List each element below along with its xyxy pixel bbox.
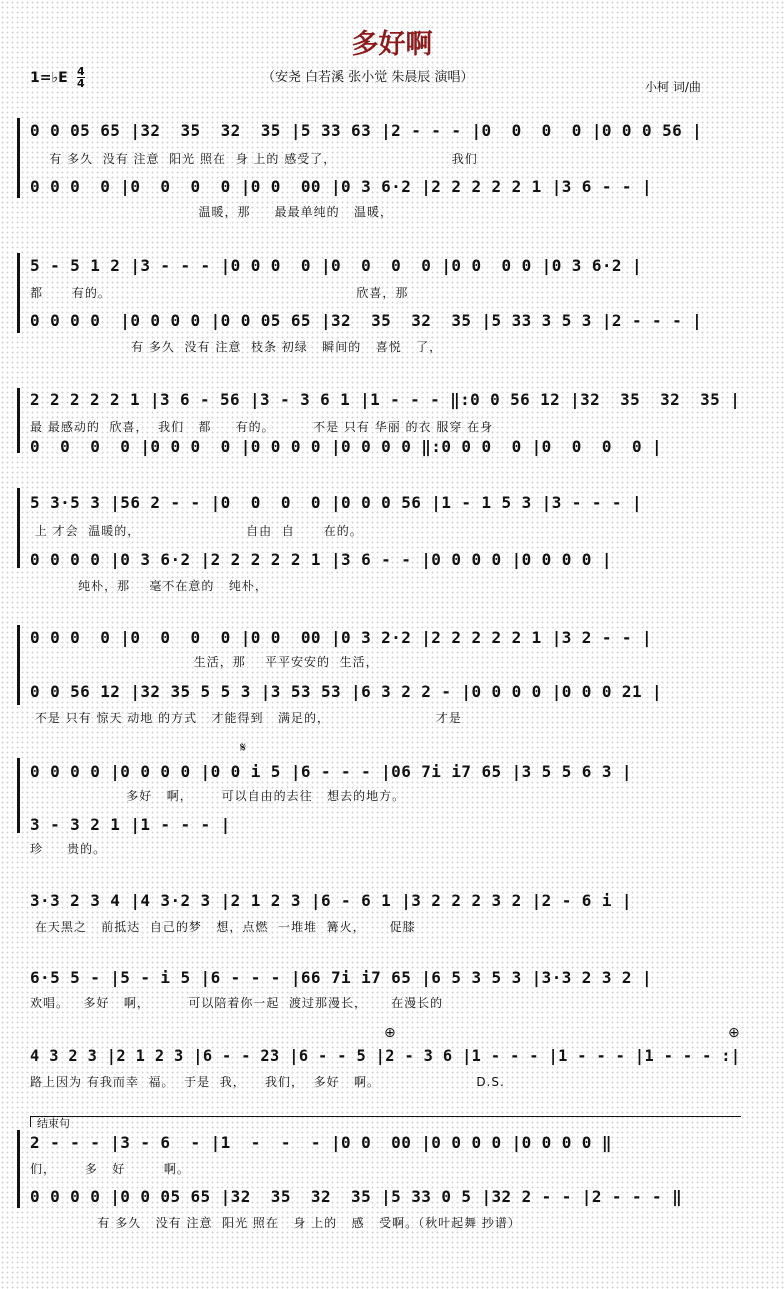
row1-bottom-notes: 0 0 0 0 |0 0 0 0 |0 0 00 |0 3 6·2 |2 2 2 2 2 1 |3 6 - - | xyxy=(30,177,653,196)
segno-sign: 𝄋 xyxy=(240,740,247,756)
system-brace xyxy=(17,388,25,453)
row8-notes: 6·5 5 - |5 - i 5 |6 - - - |66 7i i7 65 |6 5 3 5 3 |3·3 2 3 2 | xyxy=(30,968,653,987)
row1-bottom-lyric: 温暖，那 最最单纯的 温暖， xyxy=(30,205,394,219)
ending-label: 结束句 xyxy=(37,1117,70,1130)
composer-credit: 小柯 词/曲 xyxy=(645,80,701,94)
row10-top-notes: 2 - - - |3 - 6 - |1 - - - |0 0 00 |0 0 0 0 |0 0 0 0 ‖ xyxy=(30,1133,612,1152)
coda-sign: ⊕ xyxy=(728,1025,740,1041)
system-brace xyxy=(17,253,25,333)
row1-top-lyric: 有 多久 没有 注意 阳光 照在 身 上的 感受了， 我们 xyxy=(30,152,478,166)
row4-bottom-notes: 0 0 0 0 |0 3 6·2 |2 2 2 2 2 1 |3 6 - - |0 0 0 0 |0 0 0 0 | xyxy=(30,550,612,569)
row10-top-lyric: 们， 多 好 啊。 xyxy=(30,1162,190,1176)
row7-lyric: 在天黑之 前抵达 自己的梦 想，点燃 一堆堆 篝火， 促膝 xyxy=(30,920,416,934)
row10-bottom-lyric: 有 多久 没有 注意 阳光 照在 身 上的 感 受啊。（秋叶起舞 抄谱） xyxy=(30,1216,521,1230)
row5-top-notes: 0 0 0 0 |0 0 0 0 |0 0 00 |0 3 2·2 |2 2 2 2 2 1 |3 2 - - | xyxy=(30,628,653,647)
row5-top-lyric: 生活，那 平平安安的 生活， xyxy=(30,655,379,669)
system-brace xyxy=(17,488,25,568)
row6-bottom-notes: 3 - 3 2 1 |1 - - - | xyxy=(30,815,231,834)
row4-top-notes: 5 3·5 3 |56 2 - - |0 0 0 0 |0 0 0 56 |1 - 1 5 3 |3 - - - | xyxy=(30,493,643,512)
row2-bottom-notes: 0 0 0 0 |0 0 0 0 |0 0 05 65 |32 35 32 35 |5 33 3 5 3 |2 - - - | xyxy=(30,311,703,330)
coda-sign: ⊕ xyxy=(384,1025,396,1041)
time-signature xyxy=(77,66,85,89)
score-title: 多好啊 xyxy=(351,29,433,60)
key-signature: 1=♭E xyxy=(30,70,68,86)
row4-top-lyric: 上 才会 温暖的， 自由 自 在的。 xyxy=(30,524,363,538)
system-brace xyxy=(17,118,25,198)
row5-bottom-notes: 0 0 56 12 |32 35 5 5 3 |3 53 53 |6 3 2 2 - |0 0 0 0 |0 0 0 21 | xyxy=(30,682,663,701)
row3-top-notes: 2 2 2 2 2 1 |3 6 - 56 |3 - 3 6 1 |1 - - - ‖:0 0 56 12 |32 35 32 35 | xyxy=(30,390,741,409)
row7-notes: 3·3 2 3 4 |4 3·2 3 |2 1 2 3 |6 - 6 1 |3 2 2 2 3 2 |2 - 6 i | xyxy=(30,891,632,910)
ending-bracket xyxy=(30,1116,741,1130)
row2-top-notes: 5 - 5 1 2 |3 - - - |0 0 0 0 |0 0 0 0 |0 0 0 0 |0 3 6·2 | xyxy=(30,256,643,275)
row2-top-lyric: 都 有的。 欣喜，那 xyxy=(30,286,409,300)
time-signature-top: 4 xyxy=(77,65,85,78)
row6-top-notes: 0 0 0 0 |0 0 0 0 |0 0 i 5 |6 - - - |06 7i i7 65 |3 5 5 6 3 | xyxy=(30,762,632,781)
row8-lyric: 欢唱。 多好 啊， 可以陪着你一起 渡过那漫长， 在漫长的 xyxy=(30,996,444,1010)
system-brace xyxy=(17,758,25,833)
row3-bottom-notes: 0 0 0 0 |0 0 0 0 |0 0 0 0 |0 0 0 0 ‖:0 0 0 0 |0 0 0 0 | xyxy=(30,437,663,456)
row6-top-lyric: 多好 啊， 可以自由的去往 想去的地方。 xyxy=(30,789,406,803)
row9-lyric: 路上因为 有我而幸 福。 于是 我， 我们， 多好 啊。 D.S. xyxy=(30,1075,505,1089)
row3-top-lyric: 最 最感动的 欣喜， 我们 都 有的。 不是 只有 华丽 的衣 服穿 在身 xyxy=(30,420,494,434)
row2-bottom-lyric: 有 多久 没有 注意 枝条 初绿 瞬间的 喜悦 了， xyxy=(30,340,443,354)
time-signature-bottom: 4 xyxy=(77,77,85,90)
row6-bottom-lyric: 珍 贵的。 xyxy=(30,842,107,856)
system-brace xyxy=(17,1130,25,1208)
row10-bottom-notes: 0 0 0 0 |0 0 05 65 |32 35 32 35 |5 33 0 5 |32 2 - - |2 - - - ‖ xyxy=(30,1187,683,1206)
singers-credit: （安尧 白若溪 张小觉 朱晨辰 演唱） xyxy=(262,70,474,85)
row9-notes: 4 3 2 3 |2 1 2 3 |6 - - 23 |6 - - 5 |2 - 3 6 |1 - - - |1 - - - |1 - - - :| xyxy=(30,1046,741,1065)
row1-top-notes: 0 0 05 65 |32 35 32 35 |5 33 63 |2 - - - |0 0 0 0 |0 0 0 56 | xyxy=(30,121,703,140)
system-brace xyxy=(17,625,25,705)
row5-bottom-lyric: 不是 只有 惊天 动地 的方式 才能得到 满足的， 才是 xyxy=(30,711,462,725)
row4-bottom-lyric: 纯朴，那 毫不在意的 纯朴， xyxy=(30,579,268,593)
